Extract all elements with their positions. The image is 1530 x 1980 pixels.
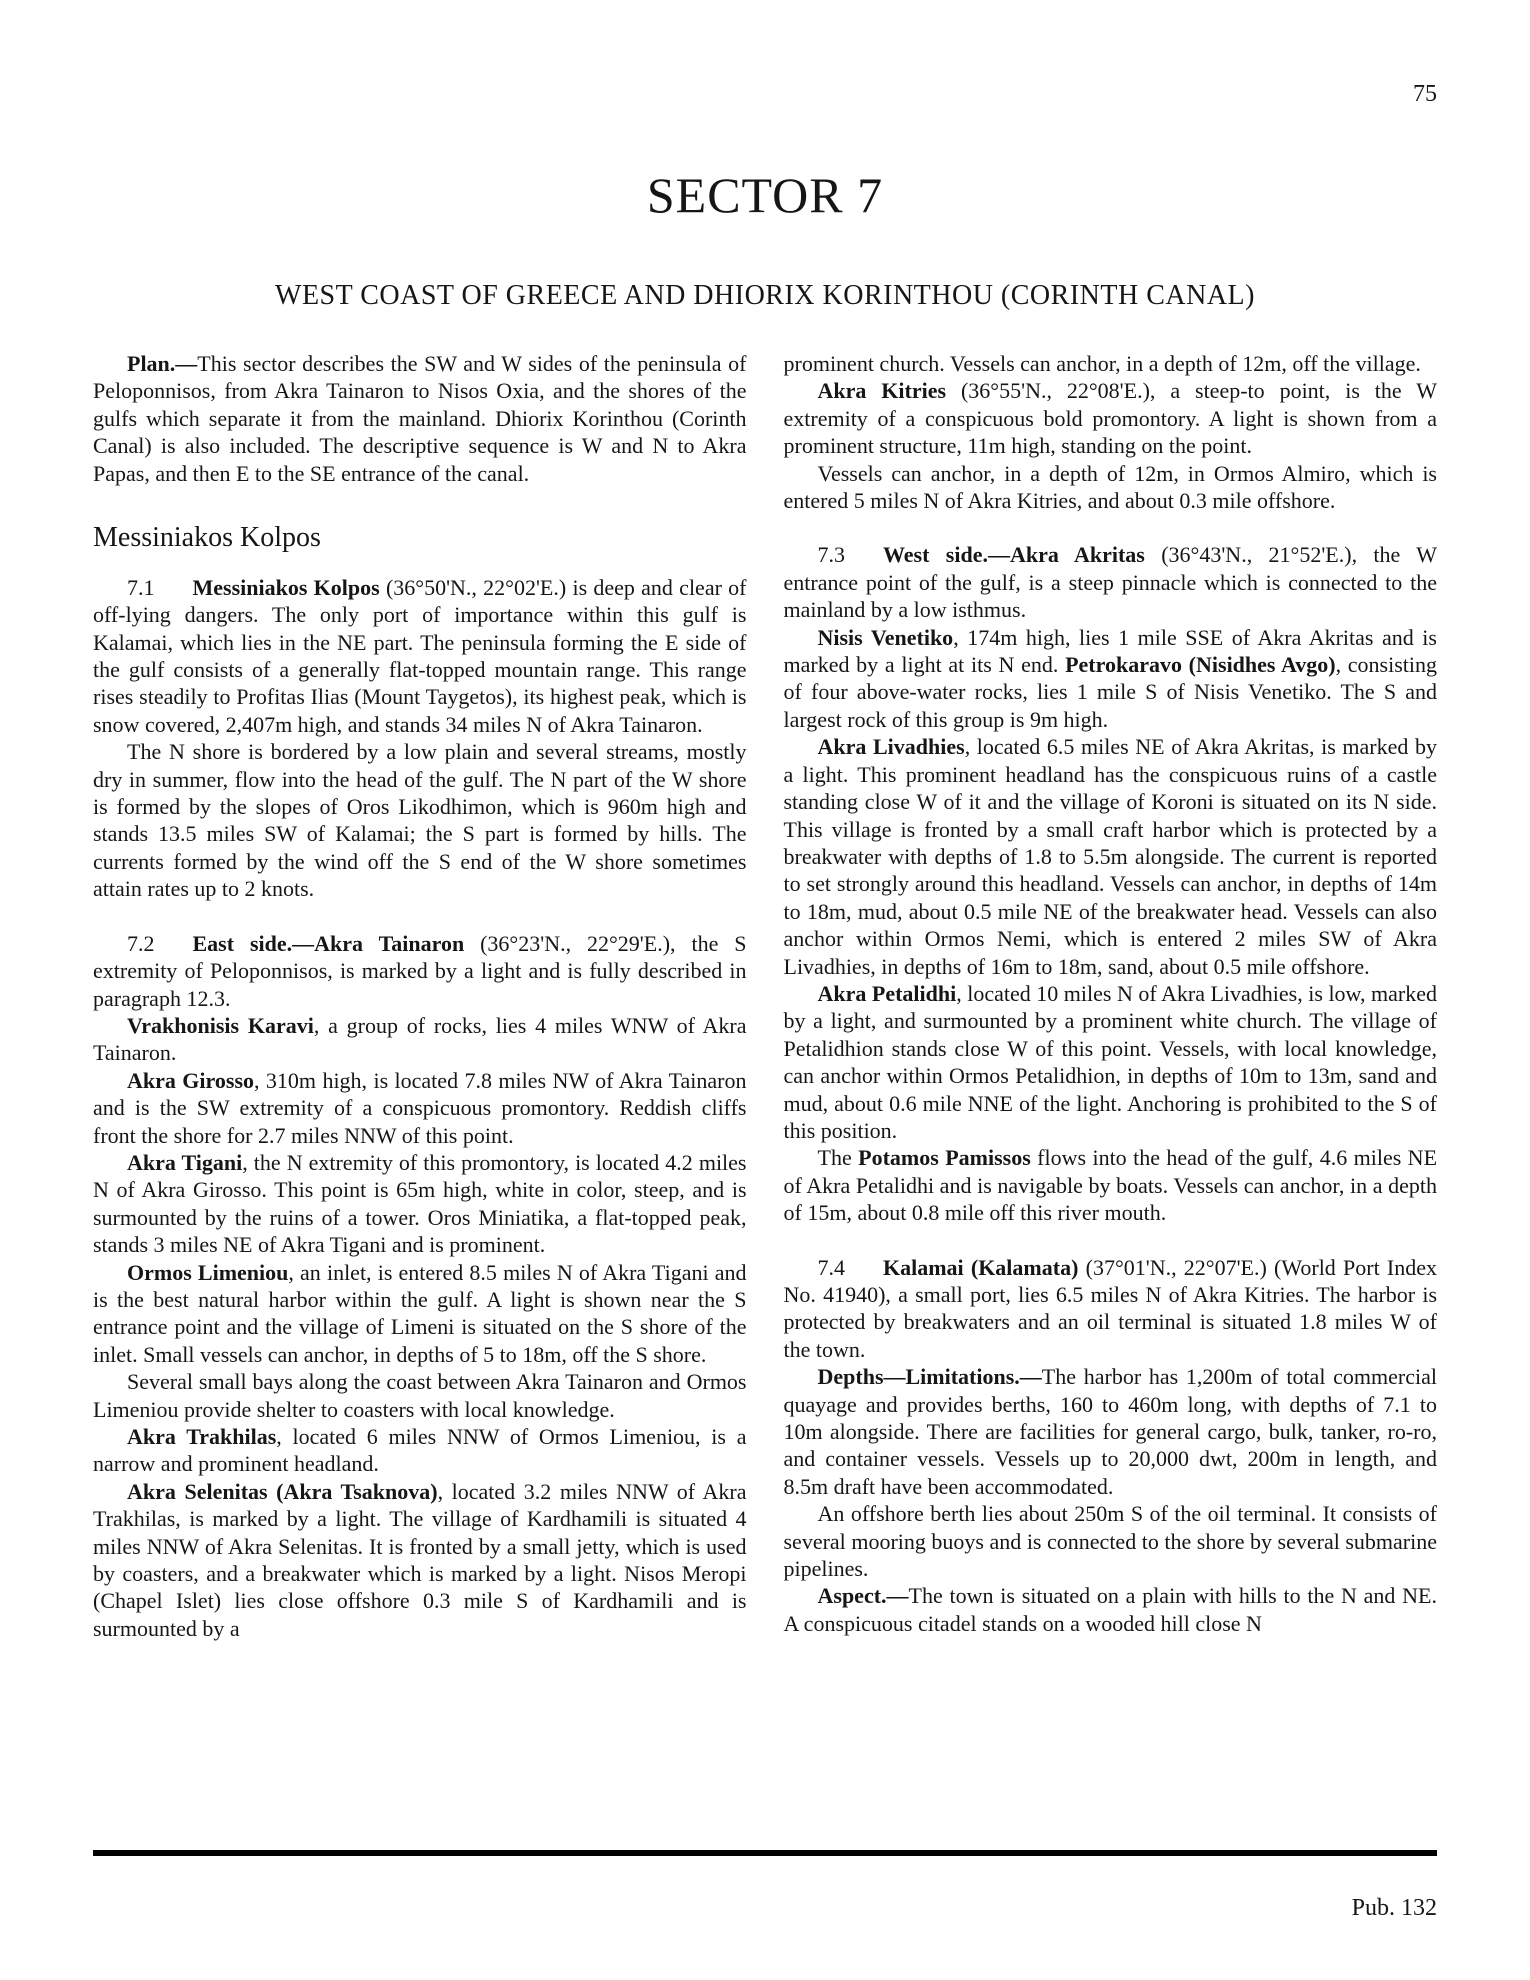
feature-name: Petrokaravo (Nisidhes Avgo)	[1065, 652, 1336, 678]
paragraph	[93, 738, 747, 902]
feature-name: Akra Selenitas (Akra Tsaknova)	[127, 1478, 438, 1504]
footer-rule	[93, 1850, 1437, 1856]
body-text: , located 6.5 miles NE of Akra Akritas, is marked by a light. This prominent headland has the conspicuous ruins of a castle standing close W of it and the village of Koroni is situated on its N side. This village is fronted by a small craft harbor which is protected by a breakwater with depths of 1.8 to 5.5m alongside. The current is reported to set strongly around this headland. Vessels can anchor, in depths of 14m to 18m, mud, about 0.5 mile NE of the breakwater head. Vessels can also anchor within Ormos Nemi, which is entered 2 miles SW of Akra Livadhies, in depths of 16m to 18m, sand, about 0.5 mile offshore.	[783, 734, 1437, 979]
feature-name: Akra Girosso	[127, 1067, 255, 1093]
paragraph	[784, 1254, 1438, 1364]
paragraph	[784, 1144, 1438, 1226]
paragraph-number: 7.2	[127, 930, 155, 956]
paragraph	[93, 1259, 747, 1369]
feature-name: Akra Petalidhi	[817, 980, 957, 1006]
paragraph	[784, 377, 1438, 459]
body-text: The N shore is bordered by a low plain and several streams, mostly dry in summer, flow into the head of the gulf. The N part of the W shore is formed by the slopes of Oros Likodhimon, which is 960m high and stands 13.5 miles SW of Kalamai; the S part is formed by hills. The currents formed by the wind off the S end of the W shore sometimes attain rates up to 2 knots.	[93, 739, 747, 902]
feature-name: Akra Livadhies	[817, 734, 965, 760]
two-column-text-block	[93, 350, 1437, 1642]
paragraph	[784, 460, 1438, 515]
feature-name: Messiniakos Kolpos	[192, 574, 380, 600]
body-text: Vessels can anchor, in a depth of 12m, in Ormos Almiro, which is entered 5 miles N of Akra Kitries, and about 0.3 mile offshore.	[783, 460, 1437, 514]
paragraph	[784, 1363, 1438, 1500]
body-text: (37°01'N., 22°07'E.) (World Port Index No. 41940), a small port, lies 6.5 miles N of Akra Kitries. The harbor is protected by breakwaters and an oil terminal is situated 1.8 miles W of the town.	[783, 1254, 1437, 1362]
paragraph	[784, 541, 1438, 623]
body-text: , 310m high, is located 7.8 miles NW of Akra Tainaron and is the SW extremity of a conspicuous promontory. Reddish cliffs front the shore for 2.7 miles NNW of this point.	[93, 1067, 747, 1148]
feature-name: Potamos Pamissos	[858, 1145, 1031, 1171]
body-text: The harbor has 1,200m of total commercial quayage and provides berths, 160 to 460m long, with depths of 7.1 to 10m alongside. There are facilities for general cargo, bulk, tanker, ro-ro, and container vessels. Vessels up to 20,000 dwt, 200m in length, and 8.5m draft have been accommodated.	[783, 1364, 1437, 1499]
body-text: The town is situated on a plain with hills to the N and NE. A conspicuous citadel stands on a wooded hill close N	[783, 1583, 1437, 1636]
section-heading: Messiniakos Kolpos	[93, 522, 321, 554]
body-text: , located 10 miles N of Akra Livadhies, is low, marked by a light, and surmounted by a prominent white church. The village of Petalidhion stands close W of this point. Vessels, with local knowledge, can anchor within Ormos Petalidhion, in depths of 10m to 13m, sand and mud, about 0.6 mile NNE of the light. Anchoring is prohibited to the S of this position.	[783, 980, 1437, 1143]
paragraph-number: 7.4	[817, 1254, 845, 1280]
feature-name: Akra Tigani	[127, 1149, 243, 1175]
body-text: prominent church. Vessels can anchor, in a depth of 12m, off the village.	[783, 351, 1421, 376]
feature-name: Nisis Venetiko	[817, 624, 954, 650]
paragraph	[784, 1582, 1438, 1637]
text-column-left	[93, 350, 747, 1642]
body-text: An offshore berth lies about 250m S of the oil terminal. It consists of several mooring buoys and is connected to the shore by several submarine pipelines.	[783, 1501, 1437, 1582]
feature-name: West side.—Akra Akritas	[883, 542, 1145, 568]
sector-subtitle: WEST COAST OF GREECE AND DHIORIX KORINTHOU (CORINTH CANAL)	[275, 280, 1255, 311]
body-text: This sector describes the SW and W sides of the peninsula of Peloponnisos, from Akra Tainaron to Nisos Oxia, and the shores of the gulfs which separate it from the mainland. Dhiorix Korinthou (Corinth Canal) is also included. The descriptive sequence is W and N to Akra Papas, and then E to the SE entrance of the canal.	[93, 351, 747, 486]
paragraph	[93, 1012, 747, 1067]
feature-name: East side.—Akra Tainaron	[192, 930, 465, 956]
paragraph	[784, 350, 1438, 377]
paragraph	[784, 733, 1438, 980]
paragraph	[93, 1423, 747, 1478]
body-text: , consisting of four above-water rocks, lies 1 mile S of Nisis Venetiko. The S and largest rock of this group is 9m high.	[783, 652, 1437, 732]
body-text: (36°55'N., 22°08'E.), a steep-to point, is the W extremity of a conspicuous bold promontory. A light is shown from a prominent structure, 11m high, standing on the point.	[783, 378, 1437, 459]
text-column-right	[784, 350, 1438, 1642]
feature-name: Ormos Limeniou	[127, 1259, 289, 1285]
body-text: , a group of rocks, lies 4 miles WNW of Akra Tainaron.	[93, 1012, 747, 1066]
feature-name: Plan.—	[127, 351, 198, 376]
paragraph-number: 7.3	[817, 542, 845, 568]
feature-name: Akra Kitries	[817, 378, 947, 404]
paragraph	[784, 980, 1438, 1144]
paragraph-number: 7.1	[127, 574, 155, 600]
paragraph	[93, 1478, 747, 1642]
paragraph	[784, 1500, 1438, 1582]
body-text: Several small bays along the coast between Akra Tainaron and Ormos Limeniou provide shelter to coasters with local knowledge.	[93, 1369, 747, 1422]
paragraph	[93, 930, 747, 1012]
paragraph	[93, 350, 747, 487]
body-text: , 174m high, lies 1 mile SSE of Akra Akritas and is marked by a light at its N end.	[783, 624, 1437, 678]
paragraph	[784, 624, 1438, 734]
body-text: , located 6 miles NNW of Ormos Limeniou, is a narrow and prominent headland.	[93, 1424, 747, 1477]
feature-name: Aspect.—	[817, 1583, 909, 1609]
paragraph	[93, 1368, 747, 1423]
feature-name: Kalamai (Kalamata)	[883, 1254, 1079, 1280]
body-text: , an inlet, is entered 8.5 miles N of Akra Tigani and is the best natural harbor within the gulf. A light is shown near the S entrance point and the village of Limeni is situated on the S shore of the inlet. Small vessels can anchor, in depths of 5 to 18m, off the S shore.	[93, 1259, 747, 1367]
body-text: (36°50'N., 22°02'E.) is deep and clear of off-lying dangers. The only port of importance within this gulf is Kalamai, which lies in the NE part. The peninsula forming the E side of the gulf consists of a generally flat-topped mountain range. This range rises steadily to Profitas Ilias (Mount Taygetos), its highest peak, which is snow covered, 2,407m high, and stands 34 miles N of Akra Tainaron.	[93, 574, 747, 737]
sector-title: SECTOR 7	[646, 167, 884, 223]
body-text: (36°23'N., 22°29'E.), the S extremity of Peloponnisos, is marked by a light and is fully described in paragraph 12.3.	[93, 930, 747, 1011]
page-number: 75	[1413, 81, 1437, 107]
feature-name: Depths—Limitations.—	[817, 1364, 1042, 1390]
body-text: The	[817, 1145, 859, 1171]
body-text: (36°43'N., 21°52'E.), the W entrance point of the gulf, is a steep pinnacle which is connected to the mainland by a low isthmus.	[783, 542, 1437, 623]
page-footer	[93, 1850, 1437, 1920]
paragraph	[93, 574, 747, 738]
feature-name: Vrakhonisis Karavi	[127, 1012, 314, 1038]
publication-number: Pub. 132	[1351, 1895, 1437, 1921]
body-text: , located 3.2 miles NNW of Akra Trakhilas, is marked by a light. The village of Kardhamili is situated 4 miles NNW of Akra Selenitas. It is fronted by a small jetty, which is used by coasters, and a breakwater which is marked by a light. Nisos Meropi (Chapel Islet) lies close offshore 0.3 mile S of Kardhamili and is surmounted by a	[93, 1478, 747, 1641]
feature-name: Akra Trakhilas	[127, 1424, 277, 1450]
paragraph	[93, 1067, 747, 1149]
body-text: flows into the head of the gulf, 4.6 miles NE of Akra Petalidhi and is navigable by boats. Vessels can anchor, in a depth of 15m, about 0.8 mile off this river mouth.	[783, 1145, 1438, 1226]
body-text: , the N extremity of this promontory, is located 4.2 miles N of Akra Girosso. This point is 65m high, white in color, steep, and is surmounted by the ruins of a tower. Oros Miniatika, a flat-topped peak, stands 3 miles NE of Akra Tigani and is prominent.	[93, 1149, 747, 1258]
paragraph	[93, 1149, 747, 1259]
